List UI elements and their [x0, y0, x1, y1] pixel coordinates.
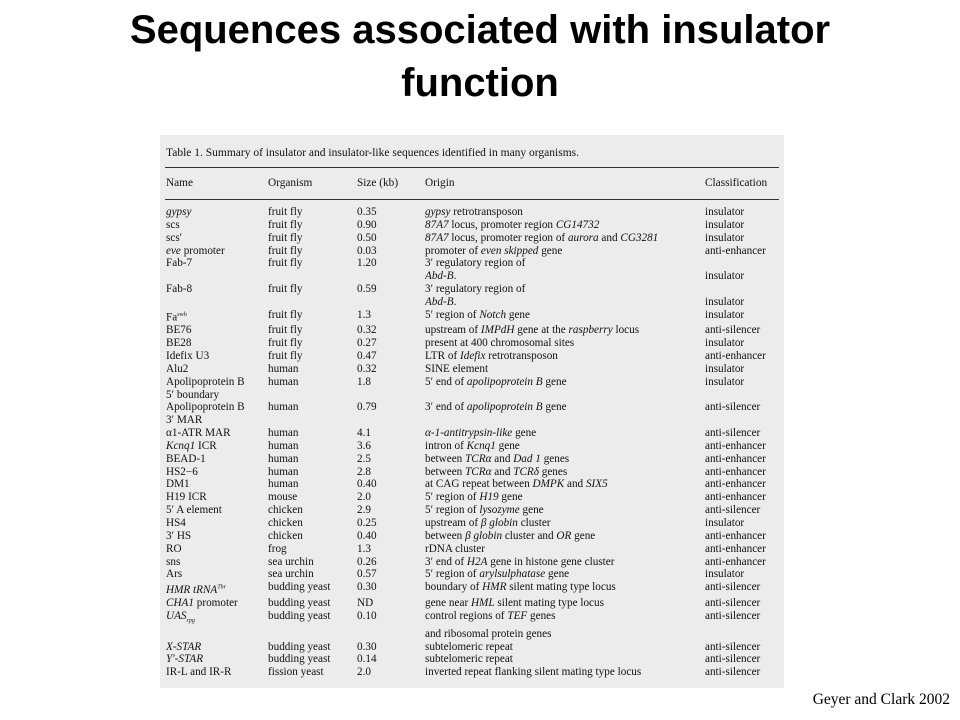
cell-name: Kcnq1 ICR [166, 439, 217, 452]
cell-size: 0.32 [357, 324, 377, 337]
slide-title [0, 4, 960, 110]
cell-size: 0.35 [357, 206, 377, 218]
table-row [160, 414, 784, 427]
cell-name [160, 270, 268, 283]
table-row [160, 337, 784, 350]
cell-size: 3.6 [357, 439, 371, 452]
cell-origin: upstream of β globin cluster [425, 516, 551, 529]
cell-size: 2.5 [357, 452, 371, 465]
cell-origin: 87A7 locus, promoter region of aurora and CG3281 [425, 231, 659, 244]
cell-classification: anti-enhancer [705, 452, 766, 465]
cell-organism: mouse [268, 491, 298, 504]
cell-name: Y′-STAR [166, 653, 204, 666]
cell-size: 0.40 [357, 529, 377, 542]
cell-size: 2.0 [357, 666, 371, 679]
cell-origin: control regions of TEF genes [425, 609, 556, 622]
cell-organism: human [268, 362, 299, 375]
cell-classification: anti-enhancer [705, 491, 766, 504]
cell-origin: 3′ regulatory region of [425, 257, 526, 270]
table-row [160, 530, 784, 543]
column-header-name: Name [166, 177, 193, 189]
table-row [160, 283, 784, 296]
cell-organism: chicken [268, 516, 303, 529]
cell-classification: anti-enhancer [705, 529, 766, 542]
table-row [160, 597, 784, 610]
cell-organism: fruit fly [268, 337, 303, 350]
cell-organism [268, 389, 357, 402]
cell-size: 1.20 [357, 257, 377, 270]
cell-size: 0.26 [357, 555, 377, 568]
cell-origin: Abd-B. [425, 270, 457, 283]
cell-name: HMR tRNA$^{Thr}$ [166, 583, 226, 596]
cell-classification [705, 389, 784, 402]
cell-origin: rDNA cluster [425, 542, 485, 555]
cell-name: Apolipoprotein B [166, 401, 245, 414]
cell-organism: fission yeast [268, 666, 324, 679]
cell-name: eve promoter [166, 244, 225, 257]
table-caption: Table 1. Summary of insulator and insulator-like sequences identified in many organisms. [166, 147, 579, 159]
column-header-size: Size (kb) [357, 177, 399, 189]
cell-size: 0.32 [357, 362, 377, 375]
cell-name: α1-ATR MAR [166, 427, 231, 440]
table-row [160, 453, 784, 466]
cell-classification: anti-silencer [705, 640, 761, 653]
cell-size: 1.8 [357, 375, 371, 388]
cell-size: 0.30 [357, 640, 377, 653]
cell-organism: human [268, 478, 299, 491]
cell-size [357, 414, 425, 427]
cell-size: 0.30 [357, 581, 377, 594]
cell-name: DM1 [166, 478, 190, 491]
cell-origin: at CAG repeat between DMPK and SIX5 [425, 478, 608, 491]
cell-organism: budding yeast [268, 640, 331, 653]
cell-organism: frog [268, 542, 287, 555]
cell-size: 0.47 [357, 350, 377, 363]
cell-classification: anti-enhancer [705, 350, 766, 363]
cell-organism: fruit fly [268, 218, 303, 231]
cell-origin: gypsy retrotransposon [425, 206, 523, 218]
cell-name: RO [166, 542, 182, 555]
cell-name: $Fa^{swb}$ [166, 311, 187, 324]
cell-classification: anti-silencer [705, 581, 761, 594]
cell-organism [268, 270, 357, 283]
cell-name: Fab-8 [166, 283, 193, 296]
cell-origin: gene near HML silent mating type locus [425, 596, 604, 609]
cell-classification: anti-silencer [705, 427, 761, 440]
cell-organism: human [268, 427, 299, 440]
cell-name: Idefix U3 [166, 350, 210, 363]
cell-name [160, 296, 268, 309]
cell-organism: human [268, 465, 299, 478]
cell-size [357, 270, 425, 283]
cell-name: sns [166, 555, 181, 568]
cell-organism: fruit fly [268, 350, 303, 363]
cell-origin: 3′ regulatory region of [425, 283, 526, 296]
cell-classification: insulator [705, 308, 745, 321]
table-row [160, 581, 784, 597]
table-row [160, 309, 784, 325]
cell-classification: insulator [705, 516, 745, 529]
cell-size: 2.8 [357, 465, 371, 478]
cell-classification [705, 414, 784, 427]
column-header-classification: Classification [705, 177, 768, 189]
cell-origin: between TCRα and Dad 1 genes [425, 452, 570, 465]
cell-size: 1.3 [357, 542, 371, 555]
table-row [160, 270, 784, 283]
table-row [160, 543, 784, 556]
cell-organism: sea urchin [268, 568, 314, 581]
cell-origin: 5′ region of H19 gene [425, 491, 523, 504]
cell-organism: fruit fly [268, 283, 303, 296]
cell-organism: budding yeast [268, 596, 331, 609]
cell-organism: budding yeast [268, 653, 331, 666]
cell-name: Alu2 [166, 362, 189, 375]
table-image [160, 135, 784, 688]
cell-organism: fruit fly [268, 324, 303, 337]
table-row [160, 628, 784, 641]
cell-size: 0.27 [357, 337, 377, 350]
table-row [160, 296, 784, 309]
cell-origin: 5′ region of lysozyme gene [425, 504, 544, 517]
cell-name: scs [166, 218, 180, 231]
cell-origin: inverted repeat flanking silent mating type locus [425, 666, 642, 679]
cell-size: 0.25 [357, 516, 377, 529]
cell-name: $UAS_{rpg}$ [166, 609, 195, 624]
cell-classification [705, 257, 784, 270]
cell-origin: 5′ region of arylsulphatase gene [425, 568, 570, 581]
table-row [160, 478, 784, 491]
cell-origin: promoter of even skipped gene [425, 244, 563, 257]
column-header-origin: Origin [425, 177, 455, 189]
table-row [160, 350, 784, 363]
cell-origin: and ribosomal protein genes [425, 627, 552, 640]
table-row [160, 232, 784, 245]
cell-name: Apolipoprotein B [166, 375, 245, 388]
citation-credit: Geyer and Clark 2002 [812, 691, 950, 708]
cell-size: 0.40 [357, 478, 377, 491]
cell-organism: chicken [268, 504, 303, 517]
cell-size: 1.3 [357, 308, 371, 321]
table-row [160, 401, 784, 414]
table-row [160, 641, 784, 654]
cell-classification: anti-enhancer [705, 465, 766, 478]
table-row [160, 389, 784, 402]
cell-classification: insulator [705, 218, 745, 231]
cell-name: BEAD-1 [166, 452, 206, 465]
table-row [160, 257, 784, 270]
cell-size: 4.1 [357, 427, 371, 440]
cell-origin: between TCRα and TCRδ genes [425, 465, 568, 478]
cell-organism: budding yeast [268, 609, 331, 622]
cell-size [357, 296, 425, 309]
cell-classification: anti-silencer [705, 609, 761, 622]
cell-size: 2.9 [357, 504, 371, 517]
cell-organism: fruit fly [268, 257, 303, 270]
cell-organism: budding yeast [268, 581, 331, 594]
table-row [160, 466, 784, 479]
cell-classification: insulator [705, 295, 745, 308]
cell-classification: anti-silencer [705, 401, 761, 414]
cell-size: 2.0 [357, 491, 371, 504]
cell-origin: 5′ end of apolipoprotein B gene [425, 375, 567, 388]
cell-size: 0.59 [357, 283, 377, 296]
table-row [160, 363, 784, 376]
cell-origin: present at 400 chromosomal sites [425, 337, 575, 350]
cell-classification: anti-silencer [705, 324, 761, 337]
cell-origin [425, 414, 705, 427]
cell-organism: sea urchin [268, 555, 314, 568]
cell-classification: anti-enhancer [705, 244, 766, 257]
table-body [160, 206, 784, 679]
cell-classification: anti-enhancer [705, 439, 766, 452]
cell-classification: insulator [705, 568, 745, 581]
cell-origin: subtelomeric repeat [425, 653, 513, 666]
cell-name: H19 ICR [166, 491, 207, 504]
cell-name: scs′ [166, 231, 183, 244]
cell-origin: Abd-B. [425, 295, 457, 308]
cell-organism [268, 296, 357, 309]
cell-size: 0.10 [357, 609, 377, 622]
cell-classification: insulator [705, 206, 745, 218]
cell-classification: insulator [705, 231, 745, 244]
cell-organism: fruit fly [268, 244, 303, 257]
cell-origin: boundary of HMR silent mating type locus [425, 581, 616, 594]
cell-origin [425, 389, 705, 402]
cell-classification: insulator [705, 337, 745, 350]
cell-name: Fab-7 [166, 257, 193, 270]
cell-origin: 5′ region of Notch gene [425, 308, 530, 321]
cell-size: ND [357, 596, 374, 609]
cell-origin: intron of Kcnq1 gene [425, 439, 520, 452]
table-top-rule [165, 167, 779, 168]
table-row [160, 517, 784, 530]
cell-name [160, 628, 268, 641]
cell-classification [705, 283, 784, 296]
slide-title-line-2: function [401, 61, 559, 105]
cell-name: 3′ HS [166, 529, 192, 542]
cell-classification: anti-enhancer [705, 478, 766, 491]
cell-name: Ars [166, 568, 183, 581]
cell-name: gypsy [166, 206, 192, 218]
cell-origin: 3′ end of H2A gene in histone gene cluster [425, 555, 615, 568]
cell-organism: fruit fly [268, 206, 303, 218]
cell-classification: insulator [705, 270, 745, 283]
table-row [160, 653, 784, 666]
table-row [160, 219, 784, 232]
cell-organism: human [268, 452, 299, 465]
cell-origin: SINE element [425, 362, 489, 375]
header-rule [165, 199, 779, 200]
table-row [160, 610, 784, 628]
cell-organism [268, 414, 357, 427]
cell-origin: LTR of Idefix retrotransposon [425, 350, 558, 363]
cell-organism: human [268, 439, 299, 452]
cell-classification: insulator [705, 375, 745, 388]
cell-name: CHA1 promoter [166, 596, 238, 609]
cell-organism [268, 628, 357, 641]
cell-name: X-STAR [166, 640, 202, 653]
cell-classification: anti-silencer [705, 596, 761, 609]
cell-size: 0.03 [357, 244, 377, 257]
table-row [160, 504, 784, 517]
insulator-table [160, 206, 784, 679]
cell-origin: α-1-antitrypsin-like gene [425, 427, 537, 440]
slide-title-line-1: Sequences associated with insulator [129, 8, 831, 52]
table-row [160, 556, 784, 569]
cell-organism: fruit fly [268, 231, 303, 244]
cell-origin: 3′ end of apolipoprotein B gene [425, 401, 567, 414]
table-row [160, 376, 784, 389]
cell-name: 5′ boundary [166, 388, 220, 401]
cell-classification: anti-enhancer [705, 555, 766, 568]
cell-name: 3′ MAR [166, 414, 203, 427]
table-row [160, 245, 784, 258]
cell-name: 5′ A element [166, 504, 222, 517]
cell-name: BE76 [166, 324, 192, 337]
cell-origin: between β globin cluster and OR gene [425, 529, 596, 542]
table-row [160, 206, 784, 219]
cell-classification [705, 628, 784, 641]
cell-organism: human [268, 375, 299, 388]
cell-size: 0.79 [357, 401, 377, 414]
cell-classification: anti-silencer [705, 666, 761, 679]
table-row [160, 568, 784, 581]
cell-size [357, 389, 425, 402]
table-row [160, 440, 784, 453]
cell-origin: upstream of IMPdH gene at the raspberry locus [425, 324, 640, 337]
cell-classification: insulator [705, 362, 745, 375]
cell-name: BE28 [166, 337, 192, 350]
table-row [160, 491, 784, 504]
table-row [160, 324, 784, 337]
cell-organism: chicken [268, 529, 303, 542]
cell-name: HS4 [166, 516, 186, 529]
cell-classification: anti-silencer [705, 653, 761, 666]
cell-organism: human [268, 401, 299, 414]
cell-origin: subtelomeric repeat [425, 640, 513, 653]
cell-size: 0.14 [357, 653, 377, 666]
column-header-organism: Organism [268, 177, 313, 189]
cell-classification: anti-silencer [705, 504, 761, 517]
cell-size: 0.57 [357, 568, 377, 581]
cell-size [357, 628, 425, 641]
cell-size: 0.50 [357, 231, 377, 244]
cell-size: 0.90 [357, 218, 377, 231]
table-row [160, 427, 784, 440]
cell-classification: anti-enhancer [705, 542, 766, 555]
cell-name: IR-L and IR-R [166, 666, 232, 679]
cell-organism: fruit fly [268, 308, 303, 321]
cell-origin: 87A7 locus, promoter region CG14732 [425, 218, 600, 231]
table-row [160, 666, 784, 679]
cell-name: HS2−6 [166, 465, 198, 478]
